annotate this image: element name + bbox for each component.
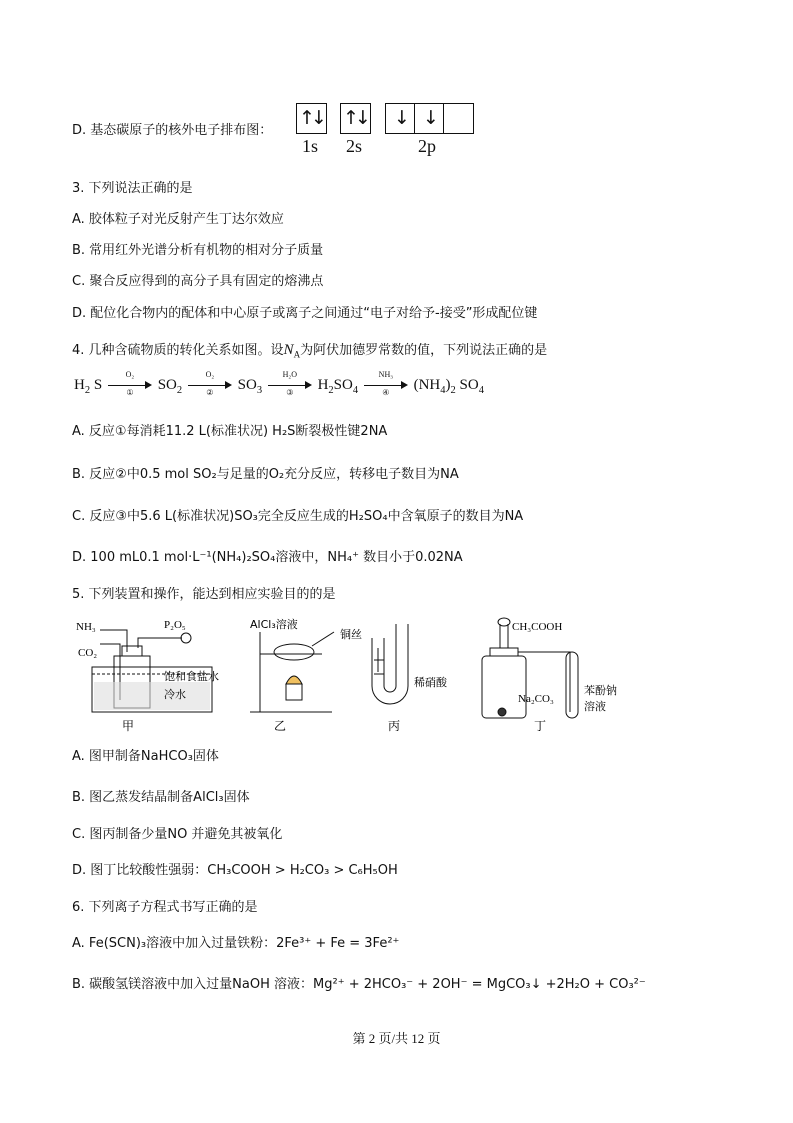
orbital-label-2s: 2s [346, 136, 363, 156]
q5-option-b: B. 图乙蒸发结晶制备AlCl₃固体 [72, 790, 250, 805]
spin-pair-arrows: ↑↓ [343, 107, 367, 129]
apparatus-yi [250, 632, 334, 712]
q4-option-a: A. 反应①每消耗11.2 L(标准状况) H₂S断裂极性键2NA [72, 424, 388, 439]
label-p2o5: P₂O₅ [164, 619, 186, 631]
q4-option-d: D. 100 mL0.1 mol·L⁻¹(NH₄)₂SO₄溶液中，NH₄⁺ 数目小于0.02NA [72, 550, 463, 565]
q4-stem [72, 341, 547, 364]
label-dilute-hno3: 稀硝酸 [414, 676, 447, 689]
q4-option-b: B. 反应②中0.5 mol SO₂与足量的O₂充分反应，转移电子数目为NA [72, 467, 459, 482]
label-copper-wire: 铜丝 [340, 628, 362, 641]
apparatus-figure [72, 612, 632, 738]
label-na2co3: Na₂CO₃ [518, 693, 554, 705]
label-jia: 甲 [122, 719, 135, 733]
q5-option-c: C. 图丙制备少量NO 并避免其被氧化 [72, 827, 283, 842]
label-bing: 丙 [388, 719, 401, 733]
na-symbol: N [283, 342, 294, 358]
label-nh3: NH₃ [76, 621, 96, 633]
q6-stem: 6. 下列离子方程式书写正确的是 [72, 900, 258, 915]
q3-option-c: C. 聚合反应得到的高分子具有固定的熔沸点 [72, 274, 324, 289]
q4-option-c: C. 反应③中5.6 L(标准状况)SO₃完全反应生成的H₂SO₄中含氧原子的数目为NA [72, 509, 524, 524]
orbital-box-1s [296, 103, 327, 134]
q6-option-a: A. Fe(SCN)₃溶液中加入过量铁粉：2Fe³⁺ + Fe = 3Fe²⁺ [72, 936, 400, 951]
q3-option-d: D. 配位化合物内的配体和中心原子或离子之间通过“电子对给予-接受”形成配位键 [72, 306, 538, 321]
reaction-arrow-2: O₂ ② [188, 380, 232, 392]
label-cold-water: 冷水 [164, 688, 186, 701]
q5-option-d: D. 图丁比较酸性强弱：CH₃COOH > H₂CO₃ > C₆H₅OH [72, 863, 398, 878]
label-yi: 乙 [274, 719, 287, 733]
label-sodium-phenolate: 苯酚钠 [584, 684, 617, 697]
q3-stem: 3. 下列说法正确的是 [72, 181, 193, 196]
spin-down-arrow: ↓ [423, 107, 435, 129]
label-ding: 丁 [534, 719, 547, 733]
option-d-carbon: D. 基态碳原子的核外电子排布图： [72, 123, 273, 138]
label-ch3cooh: CH₃COOH [512, 621, 563, 633]
spin-down-arrow: ↓ [394, 107, 406, 129]
label-solution: 溶液 [584, 700, 606, 713]
q5-option-a: A. 图甲制备NaHCO₃固体 [72, 749, 219, 764]
q3-option-a: A. 胶体粒子对光反射产生丁达尔效应 [72, 212, 284, 227]
label-co2: CO₂ [78, 647, 98, 659]
orbital-label-2p: 2p [418, 136, 436, 156]
reaction-arrow-4: NH₃ ④ [364, 380, 408, 392]
na-subscript: A [293, 349, 301, 360]
label-brine: 饱和食盐水 [164, 670, 219, 683]
q6-option-b: B. 碳酸氢镁溶液中加入过量NaOH 溶液：Mg²⁺ + 2HCO₃⁻ + 2OH⁻ = MgCO₃↓ +2H₂O + CO₃²⁻ [72, 977, 646, 992]
sulfur-conversion-chain: $H_2$ S O₂ ① $SO_2$ O₂ ② $SO_3$ H₂O ③ $H_2SO_4$ NH₃ ④ $(NH_4)_2$ $SO_4$ [74, 369, 484, 397]
orbital-box-2p [385, 103, 474, 134]
spin-pair-arrows: ↑↓ [299, 107, 323, 129]
label-alcl3: AlCl₃溶液 [250, 618, 298, 631]
apparatus-bing [372, 624, 408, 704]
q4-stem-pre: 4. 几种含硫物质的转化关系如图。设 [72, 343, 284, 358]
reaction-arrow-3: H₂O ③ [268, 380, 312, 392]
orbital-box-2s [340, 103, 371, 134]
q5-stem: 5. 下列装置和操作，能达到相应实验目的的是 [72, 587, 336, 602]
orbital-label-1s: 1s [302, 136, 319, 156]
q4-stem-post: 为阿伏加德罗常数的值，下列说法正确的是 [300, 343, 548, 358]
reaction-arrow-1: O₂ ① [108, 380, 152, 392]
q3-option-b: B. 常用红外光谱分析有机物的相对分子质量 [72, 243, 324, 258]
page-footer: 第 2 页/共 12 页 [352, 1031, 441, 1046]
